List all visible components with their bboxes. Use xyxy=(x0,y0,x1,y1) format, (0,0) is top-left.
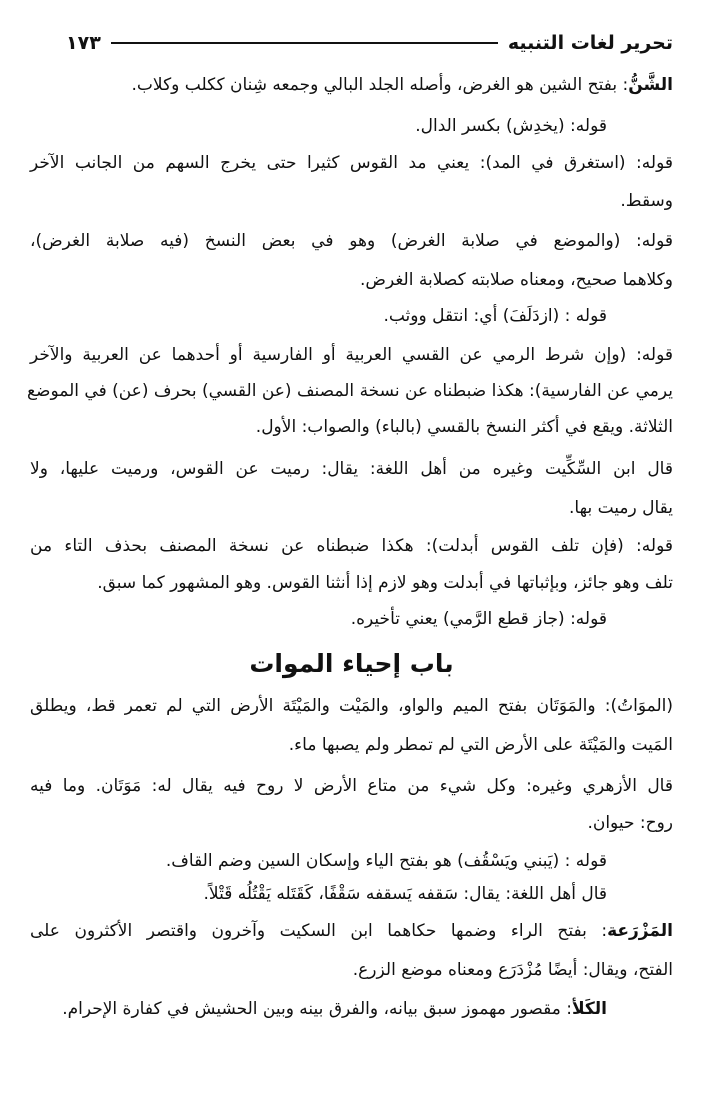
text-line: الثلاثة. ويقع في أكثر النسخ بالقسي (بالباء) والصواب: الأول. xyxy=(255,417,673,437)
lemma: الكَلأ xyxy=(571,999,607,1019)
text-line: قال أهل اللغة: يقال: سَقفه يَسقفه سَقْفًا، كَقَتَله يَقْتُلُه قَتْلاً. xyxy=(203,884,607,904)
text-line: الكَلأ: مقصور مهموز سبق بيانه، والفرق بينه وبين الحشيش في كفارة الإحرام. xyxy=(62,999,607,1019)
text-line: الفتح، ويقال: أيضًا مُزْدَرَع ومعناه موضع الزرع. xyxy=(352,960,673,980)
lemma: الشَّنُّ xyxy=(628,75,673,95)
section-title: باب إحياء الموات xyxy=(249,649,454,678)
text-line: يرمي عن الفارسية): هكذا ضبطناه عن نسخة المصنف (عن القسي) بحرف (عن) في الموضع xyxy=(27,381,673,401)
text-line: الشَّنُّ: بفتح الشين هو الغرض، وأصله الجلد البالي وجمعه شِنان ككلب وكلاب. xyxy=(131,75,673,95)
text-line: قوله: (والموضع في صلابة الغرض) وهو في بعض النسخ (فيه صلابة الغرض)، xyxy=(30,231,673,251)
header-rule xyxy=(111,42,498,44)
lemma: المَزْرَعة xyxy=(607,921,673,941)
text-line: قوله: (وإن شرط الرمي عن القسي العربية أو الفارسية أو أحدهما عن العربية والآخر xyxy=(30,345,673,365)
running-title: تحرير لغات التنبيه xyxy=(507,32,673,54)
text-line: وكلاهما صحيح، ومعناه صلابته كصلابة الغرض. xyxy=(360,270,673,290)
page-header xyxy=(66,26,673,60)
text-line: تلف وهو جائز، وبإثباتها في أبدلت وهو لازم إذا أنثنا القوس. وهو المشهور كما سبق. xyxy=(97,573,673,593)
text-line: المَيت والمَيْتَة على الأرض التي لم تمطر ولم يصبها ماء. xyxy=(288,735,673,755)
text-line: قال ابن السِّكِّيت وغيره من أهل اللغة: يقال: رميت عن القوس، ورميت عليها، ولا xyxy=(30,459,673,479)
text-line: (الموَاتُ): والمَوَتَان بفتح الميم والواو، والمَيْت والمَيْتَة الأرض التي لم تعمر قط، ويطلق xyxy=(30,696,673,716)
text-line: قوله: (فإن تلف القوس أبدلت): هكذا ضبطناه عن نسخة المصنف بحذف التاء من xyxy=(30,536,673,556)
text-line: قال الأزهري وغيره: وكل شيء من متاع الأرض لا روح فيه يقال له: مَوَتَان. وما فيه xyxy=(30,776,673,796)
text-line: قوله: (جاز قطع الرَّمي) يعني تأخيره. xyxy=(350,609,607,629)
text-line: قوله: (استغرق في المد): يعني مد القوس كثيرا حتى يخرج السهم من الجانب الآخر xyxy=(30,153,673,173)
page-number: ١٧٣ xyxy=(66,32,101,54)
text-line: المَزْرَعة: بفتح الراء وضمها حكاهما ابن السكيت وآخرون واقتصر الأكثرون على xyxy=(30,921,673,941)
text-line: قوله : (يَبني ويَسْقُف) هو بفتح الياء وإسكان السين وضم القاف. xyxy=(165,851,607,871)
text-line: قوله: (يخدِش) بكسر الدال. xyxy=(415,116,607,136)
text-line: يقال رميت بها. xyxy=(569,498,673,518)
text-line: وسقط. xyxy=(620,191,673,211)
text-line: روح: حيوان. xyxy=(587,813,673,833)
text-line: قوله : (ازدَلَفَ) أي: انتقل ووثب. xyxy=(383,306,607,326)
